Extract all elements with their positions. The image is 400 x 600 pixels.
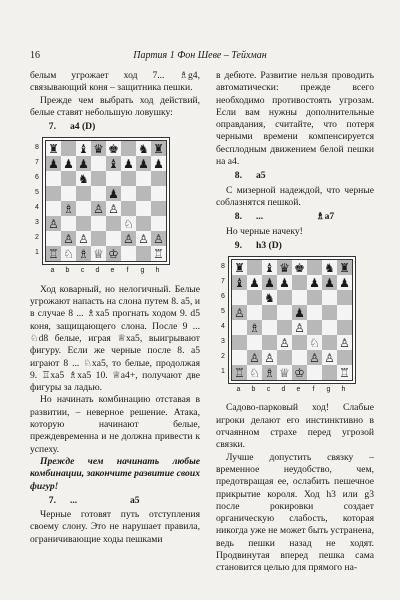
chess-piece: ♛ [277,260,292,275]
file-label: g [140,267,145,275]
file-label: a [236,386,241,394]
chess-board [231,259,353,381]
board-square [277,350,292,365]
chess-piece: ♜ [337,260,352,275]
chess-piece: ♟ [136,156,151,171]
board-square [136,216,151,231]
board-square [277,290,292,305]
chess-diagram [221,256,374,396]
file-label: a [50,267,55,275]
paragraph: Садово-парковый ход! Слабые игроки делают его инстинктивно в отчаянном страхе перед угрозой связки. [216,402,374,451]
chess-piece: ♚ [106,141,121,156]
board-square [307,290,322,305]
board-square [322,335,337,350]
move-extra: ♗a7 [316,211,335,223]
board-square [232,320,247,335]
file-label: f [312,386,315,394]
chess-piece: ♖ [151,246,166,261]
rank-label: 5 [221,307,225,315]
chess-piece: ♟ [307,275,322,290]
rank-label: 8 [35,143,39,151]
chess-piece: ♘ [121,216,136,231]
rank-label: 4 [221,322,225,330]
chess-piece: ♟ [151,156,166,171]
rank-label: 2 [221,352,225,360]
board-square [61,186,76,201]
rank-labels [219,259,227,379]
chess-piece: ♟ [121,156,136,171]
paragraph: Ход коварный, но нелогичный. Белые угрожают напасть на слона путем 8. a5, и в случае 8 ... ♗xa5 прогнать ходом 9. d5 коня, защищающего слона. После 9 ... ♘d8 белые, играя ♕xa5, выигрывают фигуру. Если же черные после 8. a5 играют 8 ... ♘xa5, то белые, продолжая 9. ♖xa5 ♗xa5 10. ♕a4+, получают две фигуры за ладью. [30,283,200,394]
rank-label: 2 [35,233,39,241]
board-square [46,201,61,216]
chess-piece: ♟ [322,275,337,290]
chess-piece: ♜ [151,141,166,156]
chess-piece: ♟ [106,186,121,201]
chess-piece: ♘ [247,365,262,380]
chess-piece: ♙ [151,231,166,246]
running-title: Партия 1 Фон Шеве – Тейхман [133,50,267,61]
chess-piece: ♗ [76,246,91,261]
move-text: ... [256,211,264,223]
board-square [262,320,277,335]
board-square [136,246,151,261]
right-column [216,70,374,575]
paragraph: С мизерной надеждой, что черные соблазнятся пешкой. [216,184,374,208]
paragraph: белым угрожает ход 7... ♗g4, связывающий коня – защитника пешки. [30,70,200,94]
rank-label: 8 [221,262,225,270]
chess-piece: ♘ [307,335,322,350]
board-square [277,320,292,335]
board-square [151,201,166,216]
chess-piece: ♟ [61,156,76,171]
board-square [46,231,61,246]
chess-piece: ♟ [262,275,277,290]
paragraph: Но черные начеку! [226,225,303,237]
chess-piece: ♕ [277,365,292,380]
board-square [76,186,91,201]
board-square [91,231,106,246]
chess-piece: ♚ [292,260,307,275]
page-number: 16 [30,50,40,61]
chess-piece: ♔ [106,246,121,261]
chess-piece: ♗ [61,201,76,216]
chess-piece: ♟ [247,275,262,290]
rank-label: 1 [35,248,39,256]
chess-piece: ♙ [322,350,337,365]
board-square [91,156,106,171]
rank-label: 3 [221,337,225,345]
chess-piece: ♙ [46,216,61,231]
board-square [121,201,136,216]
file-label: b [65,267,70,275]
chess-piece: ♟ [277,275,292,290]
chess-piece: ♝ [106,156,121,171]
chess-piece: ♙ [247,350,262,365]
rank-label: 3 [35,218,39,226]
board-square [262,335,277,350]
chess-piece: ♟ [292,305,307,320]
move-line [216,240,374,252]
board-square [232,290,247,305]
board-square [337,350,352,365]
board-square [247,260,262,275]
chess-diagram [35,137,200,277]
move-number: 9. [234,239,242,251]
rank-label: 5 [35,188,39,196]
board-square [106,231,121,246]
chess-piece: ♘ [61,246,76,261]
board-square [307,260,322,275]
chess-piece: ♙ [292,320,307,335]
chess-piece: ♗ [262,365,277,380]
board-square [262,305,277,320]
board-square [337,320,352,335]
chess-piece: ♛ [91,141,106,156]
chess-piece: ♙ [136,231,151,246]
move-text: h3 (D) [256,239,282,251]
move-number: 7. [48,494,56,506]
page-header [30,50,370,64]
paragraph: в дебюте. Развитие нельзя проводить автоматически: прежде всего необходимо противостоять угрозам. Если вам нужны дополнительные оправдания, считайте, что потеря черными времени компенсируется бесплодным движением белой пешки на a4. [216,70,374,168]
board-square [322,320,337,335]
chess-piece: ♔ [292,365,307,380]
board-square [121,141,136,156]
board-square [322,365,337,380]
move-number: 7. [48,121,56,133]
rank-label: 1 [221,367,225,375]
board-square [232,335,247,350]
chess-piece: ♙ [76,231,91,246]
chess-piece: ♞ [322,260,337,275]
file-label: d [281,386,286,394]
board-square [151,186,166,201]
move-line [216,211,374,223]
board-square [292,350,307,365]
board-square [91,216,106,231]
board-square [121,171,136,186]
board-square [106,216,121,231]
rank-labels [33,140,41,260]
board-square [307,320,322,335]
board-square [277,305,292,320]
left-column [30,70,200,546]
board-square [292,290,307,305]
chess-piece: ♙ [262,350,277,365]
board-square [307,365,322,380]
board-square [151,171,166,186]
chess-piece: ♕ [91,246,106,261]
move-number: 8. [234,170,242,182]
paragraph: Черные готовят путь отступления своему слону. Это не нарушает правила, ограничивающие ходы пешками [30,509,200,545]
board-square [136,201,151,216]
rank-label: 6 [35,173,39,181]
chess-piece: ♙ [337,335,352,350]
chess-piece: ♞ [262,290,277,305]
file-label: e [296,386,301,394]
rank-label: 6 [221,292,225,300]
board-square [247,305,262,320]
file-label: e [110,267,115,275]
chess-piece: ♙ [121,231,136,246]
board-square [61,141,76,156]
chess-board [45,140,167,262]
chess-piece: ♟ [337,275,352,290]
board-square [121,246,136,261]
chess-piece: ♗ [247,320,262,335]
board-square [322,305,337,320]
board-square [91,186,106,201]
chess-piece: ♝ [76,141,91,156]
chess-piece: ♙ [307,350,322,365]
board-square [46,186,61,201]
chess-piece: ♖ [46,246,61,261]
chess-piece: ♜ [232,260,247,275]
board-square [337,290,352,305]
board-square [232,350,247,365]
chess-piece: ♜ [46,141,61,156]
file-label: f [126,267,129,275]
rank-label: 4 [35,203,39,211]
board-square [136,171,151,186]
chess-piece: ♟ [46,156,61,171]
chess-piece: ♝ [232,275,247,290]
chess-piece: ♙ [61,231,76,246]
file-label: c [266,386,271,394]
chess-piece: ♟ [76,156,91,171]
move-line [30,121,200,133]
file-label: g [326,386,331,394]
move-extra: a5 [130,494,140,506]
move-text: ... [70,494,78,506]
rank-label: 7 [221,277,225,285]
board-square [46,171,61,186]
chess-piece: ♞ [76,171,91,186]
board-square [106,171,121,186]
board-square [247,290,262,305]
rank-label: 7 [35,158,39,166]
board-square [307,305,322,320]
board-square [292,335,307,350]
move-line [216,170,374,182]
chess-piece: ♖ [232,365,247,380]
chess-piece: ♞ [136,141,151,156]
move-number: 8. [234,211,242,223]
file-label: b [251,386,256,394]
file-label: c [80,267,85,275]
move-text: a5 [256,170,266,182]
board-square [61,171,76,186]
file-label: d [95,267,100,275]
chess-piece: ♙ [106,201,121,216]
board-square [292,275,307,290]
file-label: h [341,386,346,394]
move-line [30,495,200,507]
board-square [247,335,262,350]
paragraph: Прежде чем выбрать ход действий, белые ставят небольшую ловушку: [30,94,200,118]
board-square [91,171,106,186]
chess-piece: ♙ [91,201,106,216]
board-square [61,216,76,231]
move-text: a4 (D) [70,121,96,133]
board-square [322,290,337,305]
chess-piece: ♖ [337,365,352,380]
board-square [76,201,91,216]
file-labels [45,265,200,277]
chess-piece: ♙ [232,305,247,320]
paragraph: Но начинать комбинацию отставая в развитии, – неверное решение. Атака, которую начинают белые, преждевременна и не должна привести к успеху. [30,394,200,455]
board-square [121,186,136,201]
file-labels [231,384,374,396]
chess-piece: ♝ [262,260,277,275]
board-square [151,216,166,231]
paragraph: Лучше допустить связку – временное неудобство, чем, предотвращая ее, ослабить пешечное прикрытие короля. Ход h3 или g3 после рокировки создает органическую слабость, которая никогда уже не может быть устранена, ведь пешки назад не ходят. Продвинутая вперед пешка сама становится целью для прямого на- [216,451,374,574]
board-square [337,305,352,320]
board-square [136,186,151,201]
chess-piece: ♙ [277,335,292,350]
advice-text: Прежде чем начинать любые комбинации, закончите развитие своих фигур! [30,455,200,492]
board-square [76,216,91,231]
file-label: h [155,267,160,275]
